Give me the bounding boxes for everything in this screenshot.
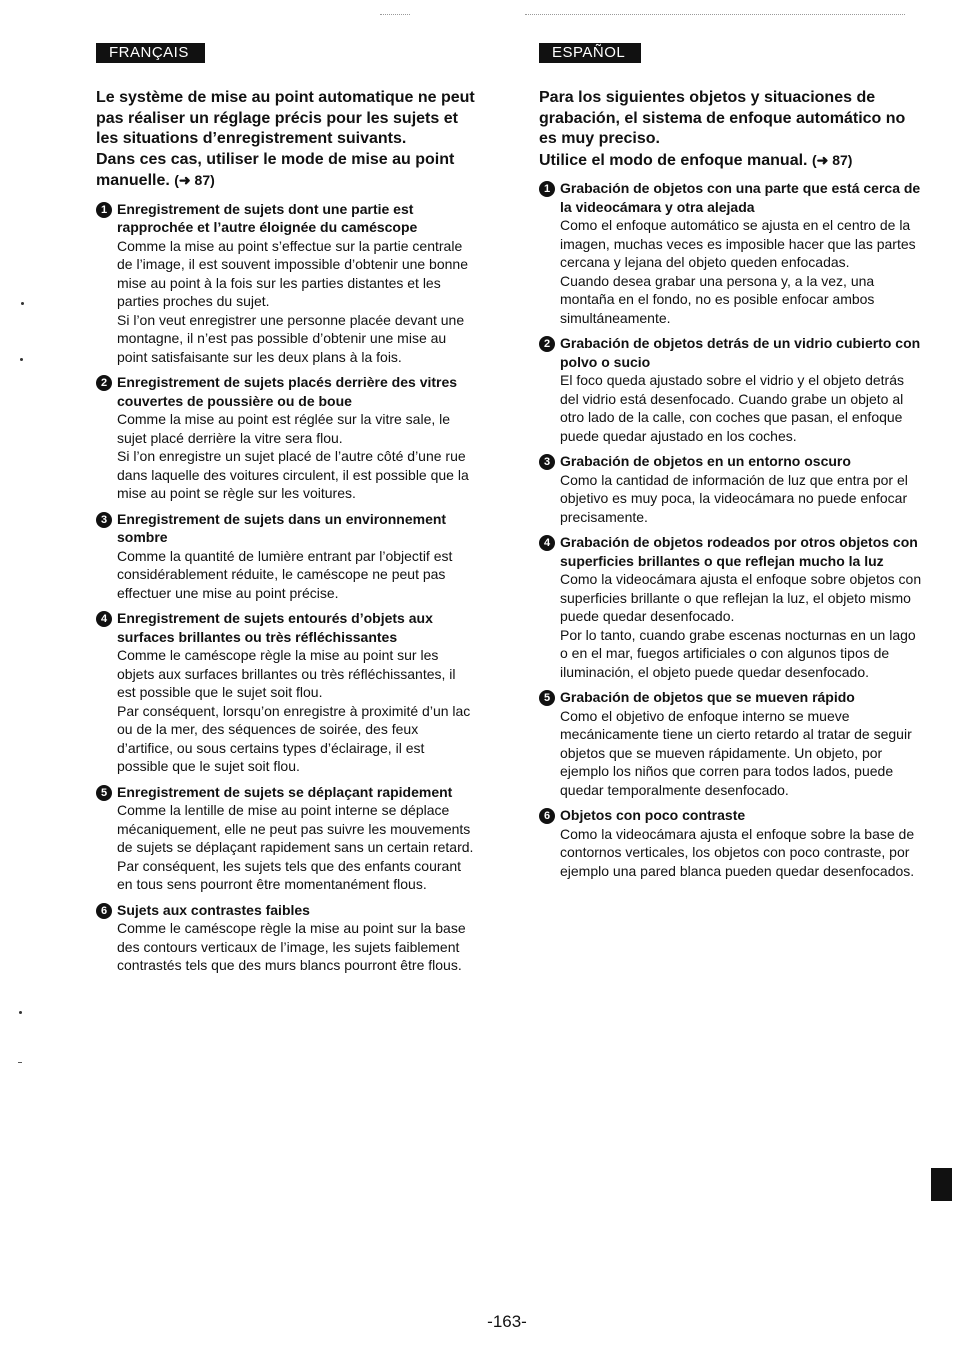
spanish-item	[539, 334, 923, 445]
item-paragraph: Comme la lentille de mise au point interne se déplace mécaniquement, elle ne peut pas suivre les mouvements de sujets se déplaçant rapidement sans un certain retard. Par conséquent, les sujets tels que des enfants courant en tous sens pourront être momentanément flous.	[117, 802, 474, 892]
scan-speck	[20, 358, 23, 361]
language-tag-spanish: ESPAÑOL	[539, 43, 641, 63]
item-paragraph: Comme la mise au point est réglée sur la vitre sale, le sujet placé derrière la vitre sera flou.	[117, 411, 451, 446]
number-5-icon: 5	[96, 785, 112, 801]
item-paragraph: Como la videocámara ajusta el enfoque sobre la base de contornos verticales, los objetos con poco contraste, por ejemplo una pared blanca pueden quedar desenfocados.	[560, 825, 915, 879]
item-paragraph: Cuando desea grabar una persona y, a la vez, una montaña en el fondo, no es posible enfocar ambos simultáneamente.	[560, 272, 875, 326]
item-paragraph: Como la videocámara ajusta el enfoque sobre objetos con superficies brillante o que reflejan la luz, el objeto mismo puede quedar desenfocado.	[560, 571, 922, 624]
item-paragraph: El foco queda ajustado sobre el vidrio y el objeto detrás del vidrio está desenfocado. Cuando grabe un objeto al otro lado de la calle, con coches que pasan, el enfoque puede quedar ajustado en los coches.	[560, 372, 904, 444]
french-item-list	[96, 200, 476, 975]
page-reference: (➜ 87)	[174, 172, 215, 188]
scan-noise-line	[380, 14, 410, 16]
number-6-icon: 6	[96, 903, 112, 919]
scan-dash	[18, 1062, 22, 1063]
item-heading: Grabación de objetos con una parte que está cerca de la videocámara y otra alejada	[560, 180, 921, 215]
scan-noise-line	[525, 14, 905, 16]
page-reference: (➜ 87)	[811, 151, 853, 168]
spanish-intro	[539, 88, 923, 171]
item-heading: Sujets aux contrastes faibles	[117, 901, 310, 918]
item-heading: Enregistrement de sujets se déplaçant rapidement	[117, 783, 453, 800]
item-paragraph: Por lo tanto, cuando grabe escenas nocturnas en un lago o en el mar, fuegos artificiales o con algunos tipos de iluminación, el objeto puede quedar desenfocado.	[560, 626, 916, 680]
french-intro-text: Le système de mise au point automatique ne peut pas réaliser un réglage précis pour les sujets et les situations d’enregistrement suivants.	[96, 89, 475, 147]
spanish-item	[539, 533, 923, 681]
item-paragraph: Como el objetivo de enfoque interno se mueve mecánicamente tiene un cierto retardo al tratar de seguir objetos que se mueven rápidamente. Un objeto, por ejemplo los niños que corren para todos lados, puede quedar temporalmente desenfocado.	[560, 707, 912, 798]
number-6-icon: 6	[539, 808, 555, 824]
item-heading: Enregistrement de sujets placés derrière des vitres couvertes de poussière ou de boue	[117, 374, 458, 409]
item-paragraph: Si l’on enregistre un sujet placé de l’autre côté d’une rue dans laquelle des voitures circulent, il est possible que la mise au point se règle sur les voitures.	[117, 448, 469, 501]
page-number: -163-	[487, 1312, 527, 1331]
spanish-item	[539, 179, 923, 327]
french-item	[96, 510, 476, 603]
scan-speck	[19, 1011, 22, 1014]
french-item	[96, 200, 476, 367]
number-1-icon: 1	[96, 202, 112, 218]
item-heading: Grabación de objetos detrás de un vidrio cubierto con polvo o sucio	[560, 335, 921, 370]
spanish-intro-text: Para los siguientes objetos y situaciones de grabación, el sistema de enfoque automático no es muy preciso.	[539, 89, 906, 147]
french-item	[96, 609, 476, 776]
spanish-item	[539, 688, 923, 799]
number-2-icon: 2	[96, 375, 112, 391]
french-item	[96, 901, 476, 975]
spanish-item	[539, 452, 923, 526]
item-heading: Grabación de objetos rodeados por otros objetos con superficies brillantes o que reflejan mucho la luz	[560, 534, 918, 569]
item-paragraph: Par conséquent, lorsqu’on enregistre à proximité d’un lac ou de la mer, des séquences de soirée, des feux d’artifice, ou sous certains types d’éclairage, il est possible que le sujet soit flou.	[117, 702, 471, 774]
item-paragraph: Comme la quantité de lumière entrant par l’objectif est considérablement réduite, le caméscope ne peut pas effectuer une mise au point précise.	[117, 547, 453, 601]
item-paragraph: Comme le caméscope règle la mise au point sur la base des contours verticaux de l’image, les sujets faiblement contrastés tels que des murs blancs pourront être flous.	[117, 920, 466, 973]
french-item	[96, 373, 476, 503]
scan-speck	[21, 302, 24, 305]
item-paragraph: Si l’on veut enregistrer une personne placée devant une montagne, il n’est pas possible d’obtenir une mise au point satisfaisante sur les deux plans à la fois.	[117, 311, 465, 365]
number-3-icon: 3	[96, 512, 112, 528]
french-item	[96, 783, 476, 894]
spanish-intro-instruction: Utilice el modo de enfoque manual.	[539, 151, 808, 169]
number-4-icon: 4	[96, 611, 112, 627]
spanish-item-list	[539, 179, 923, 880]
item-heading: Objetos con poco contraste	[560, 807, 746, 823]
spanish-item	[539, 806, 923, 880]
french-intro-instruction: Dans ces cas, utiliser le mode de mise au point manuelle.	[96, 150, 455, 189]
number-4-icon: 4	[539, 535, 555, 551]
item-paragraph: Comme le caméscope règle la mise au point sur les objets aux surfaces brillantes ou très réfléchissantes, il est possible que le sujet soit flou.	[117, 647, 456, 700]
spanish-column	[539, 43, 923, 887]
item-paragraph: Comme la mise au point s’effectue sur la partie centrale de l’image, il est souvent impossible d’obtenir une bonne mise au point à la fois sur les parties distantes et les parties proches du sujet.	[117, 237, 468, 309]
item-heading: Enregistrement de sujets entourés d’objets aux surfaces brillantes ou très réfléchissantes	[117, 610, 433, 645]
item-heading: Enregistrement de sujets dans un environnement sombre	[117, 510, 447, 545]
item-heading: Grabación de objetos en un entorno oscuro	[560, 453, 851, 469]
number-1-icon: 1	[539, 181, 555, 197]
number-5-icon: 5	[539, 690, 555, 706]
language-tag-french: FRANÇAIS	[96, 43, 205, 63]
item-heading: Grabación de objetos que se mueven rápido	[560, 689, 855, 705]
french-intro	[96, 88, 476, 192]
item-paragraph: Como el enfoque automático se ajusta en el centro de la imagen, muchas veces es imposible hacer que las partes cercana y lejana del objeto queden enfocadas.	[560, 217, 916, 270]
french-column	[96, 43, 476, 982]
item-heading: Enregistrement de sujets dont une partie est rapprochée et l’autre éloignée du caméscope	[117, 200, 418, 235]
item-paragraph: Como la cantidad de información de luz que entra por el objetivo es muy poca, la videocámara no puede enfocar precisamente.	[560, 471, 908, 525]
number-3-icon: 3	[539, 454, 555, 470]
page-edge-tab	[931, 1168, 952, 1201]
number-2-icon: 2	[539, 336, 555, 352]
